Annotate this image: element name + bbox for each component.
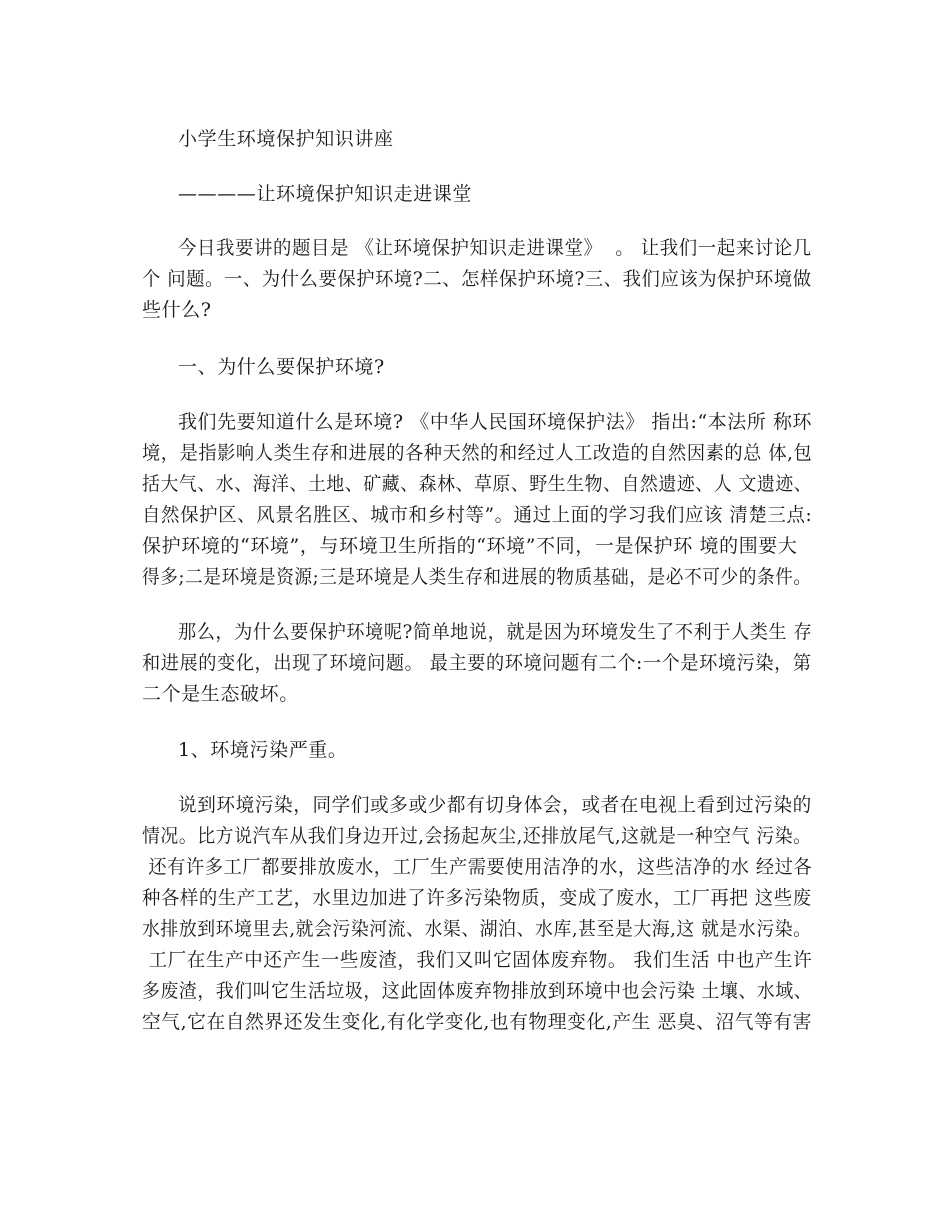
paragraph-line: 多废渣，我们叫它生活垃圾，这此固体废弃物排放到环境中也会污染 土壤、水域、 xyxy=(142,980,813,1002)
paragraph-line: 空气,它在自然界还发生变化,有化学变化,也有物理变化,产生 恶臭、沼气等有害 xyxy=(142,1011,813,1033)
section-heading-line: 一、为什么要保护环境? xyxy=(178,356,385,378)
paragraph-line: 还有许多工厂都要排放废水，工厂生产需要使用洁净的水，这些洁净的水 经过各 xyxy=(142,856,813,878)
paragraph-line: 水排放到环境里去,就会污染河流、水渠、湖泊、水库,甚至是大海,这 就是水污染。 xyxy=(142,918,812,940)
paragraph-line: 工厂在生产中还产生一些废渣，我们又叫它固体废弃物。 我们生活 中也产生许 xyxy=(142,949,813,971)
paragraph-line: 个 问题。一、为什么要保护环境?二、怎样保护环境?三、我们应该为保护环境做 xyxy=(142,268,812,290)
paragraph-line: 境，是指影响人类生存和进展的各种天然的和经过人工改造的自然因素的总 体,包 xyxy=(142,442,813,464)
paragraph-line: 我们先要知道什么是环境? 《中华人民国环境保护法》 指出:“本法所 称环 xyxy=(178,411,813,433)
paragraph-line: 今日我要讲的题目是 《让环境保护知识走进课堂》 。 让我们一起来讨论几 xyxy=(178,237,812,259)
paragraph-line: 情况。比方说汽车从我们身边开过,会扬起灰尘,还排放尾气,这就是一种空气 污染。 xyxy=(142,825,812,847)
subheading-line: 1、环境污染严重。 xyxy=(178,739,348,761)
paragraph-line: 二个是生态破坏。 xyxy=(142,683,299,705)
paragraph-line: 保护环境的“环境”，与环境卫生所指的“环境”不同，一是保护环 境的围要大 xyxy=(142,535,798,557)
document-subtitle: ————让环境保护知识走进课堂 xyxy=(178,183,473,205)
paragraph-line: 和进展的变化，出现了环境问题。 最主要的环境问题有二个:一个是环境污染，第 xyxy=(142,652,812,674)
paragraph-line: 说到环境污染，同学们或多或少都有切身体会，或者在电视上看到过污染的 xyxy=(178,794,812,816)
paragraph-line: 得多;二是环境是资源;三是环境是人类生存和进展的物质基础，是必不可少的条件。 xyxy=(142,566,812,588)
paragraph-line: 种各样的生产工艺，水里边加进了许多污染物质，变成了废水，工厂再把 这些废 xyxy=(142,887,812,909)
paragraph-line: 自然保护区、风景名胜区、城市和乡村等”。通过上面的学习我们应该 清楚三点: xyxy=(142,504,813,526)
paragraph-line: 些什么? xyxy=(142,299,212,321)
paragraph-line: 那么，为什么要保护环境呢?简单地说，就是因为环境发生了不利于人类生 存 xyxy=(178,621,813,643)
paragraph-line: 括大气、水、海洋、土地、矿藏、森林、草原、野生生物、自然遗迹、人 文遗迹、 xyxy=(142,473,813,495)
document-title: 小学生环境保护知识讲座 xyxy=(178,128,394,150)
